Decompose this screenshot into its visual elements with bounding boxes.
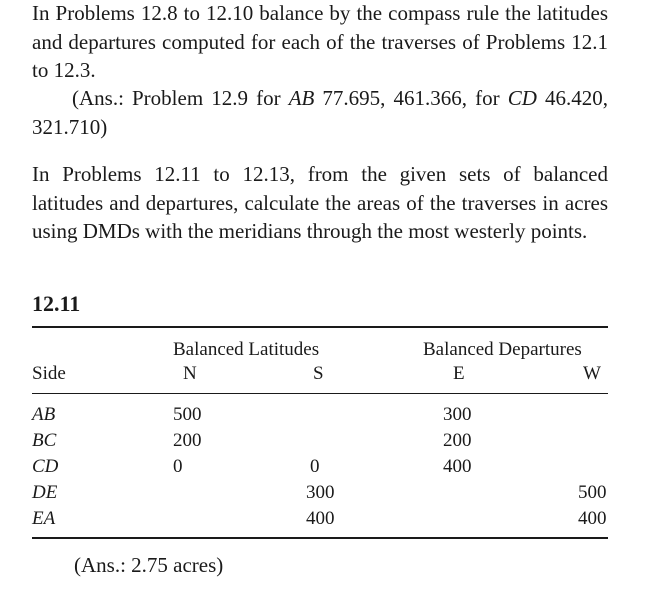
problem-answer: (Ans.: 2.75 acres) xyxy=(74,553,224,577)
row-w: 400 xyxy=(578,508,607,529)
row-n: 0 xyxy=(173,456,183,477)
row-side: AB xyxy=(32,404,56,425)
row-w: 500 xyxy=(578,482,607,503)
row-s: 300 xyxy=(306,482,335,503)
dmd-paragraph: In Problems 12.11 to 12.13, from the given sets of balanced latitudes and departures, calculate the areas of the traverses in acres using DMDs with the meridians through the most westerly points. xyxy=(32,162,608,243)
answer-prefix: (Ans.: Problem 12.9 for xyxy=(72,86,289,110)
answer-suffix: 46.420, 321.710) xyxy=(32,86,608,139)
row-e: 400 xyxy=(443,456,472,477)
table-header-rule xyxy=(32,393,608,394)
answer-mid: 77.695, 461.366, for xyxy=(314,86,508,110)
row-side: DE xyxy=(32,482,58,503)
segment-cd: CD xyxy=(507,86,537,110)
header-balanced-latitudes: Balanced Latitudes xyxy=(173,339,320,360)
row-side: BC xyxy=(32,430,57,451)
header-balanced-departures: Balanced Departures xyxy=(423,339,582,360)
intro-paragraph: In Problems 12.8 to 12.10 balance by the compass rule the latitudes and departures computed for each of the traverses of Problems 12.1 to 12.3. xyxy=(32,1,608,82)
header-side: Side xyxy=(32,363,66,384)
row-side: EA xyxy=(32,508,56,529)
table-top-rule xyxy=(32,326,608,328)
table-bottom-rule xyxy=(32,537,608,539)
row-n: 500 xyxy=(173,404,202,425)
row-side: CD xyxy=(32,456,59,477)
header-s: S xyxy=(313,363,324,384)
problem-number: 12.11 xyxy=(32,291,81,316)
row-e: 200 xyxy=(443,430,472,451)
row-s: 400 xyxy=(306,508,335,529)
row-e: 300 xyxy=(443,404,472,425)
header-w: W xyxy=(583,363,601,384)
row-s: 0 xyxy=(310,456,320,477)
answer-paragraph xyxy=(32,84,608,141)
header-e: E xyxy=(453,363,465,384)
header-n: N xyxy=(183,363,197,384)
segment-ab: AB xyxy=(288,86,315,110)
row-n: 200 xyxy=(173,430,202,451)
